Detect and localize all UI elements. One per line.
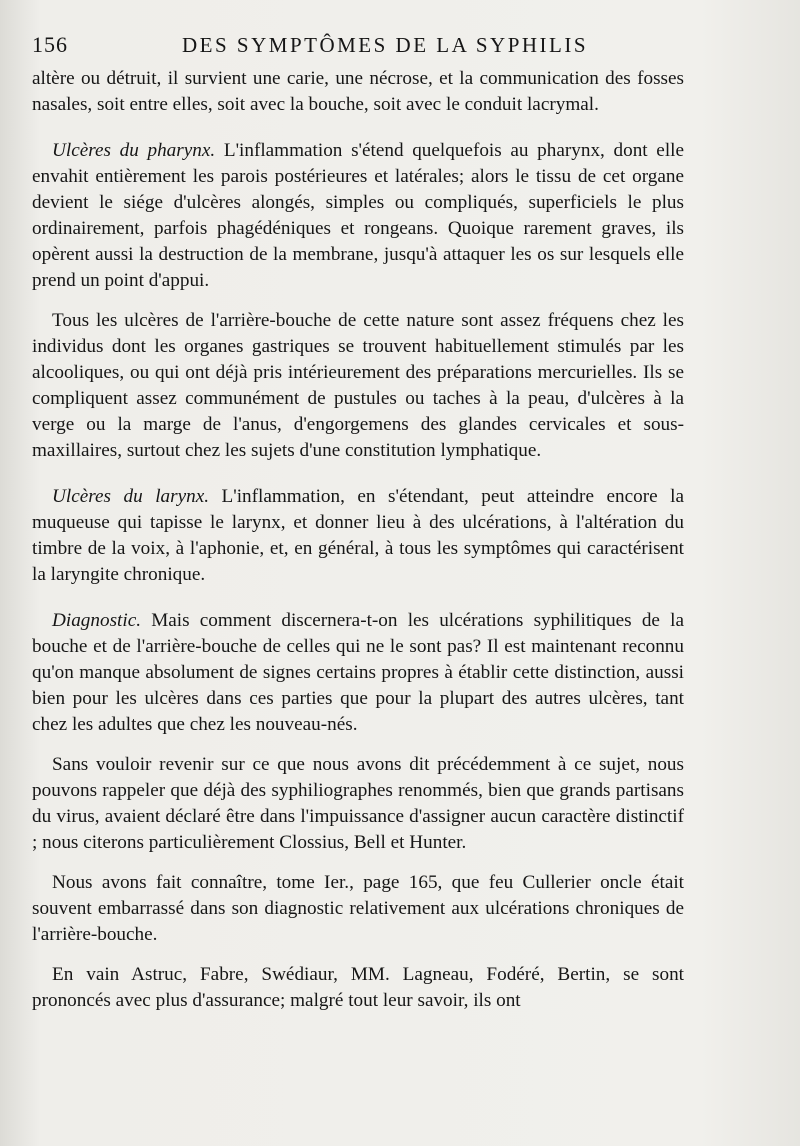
paragraph xyxy=(32,752,684,856)
running-title: DES SYMPTÔMES DE LA SYPHILIS xyxy=(182,33,589,57)
page-number: 156 xyxy=(32,32,68,57)
paragraph-text: L'inflammation s'étend quelquefois au pharynx, dont elle envahit entièrement les parois postérieures et latérales; alors le tissu de cet organe devient le siége d'ulcères alongés, simples ou compliqués, superficiels le plus ordinairement, parfois phagédéniques et rongeans. Quoique rarement graves, ils opèrent aussi la destruction de la membrane, jusqu'à attaquer les os sur lesquels elle prend un point d'appui. xyxy=(32,140,685,291)
page-body xyxy=(32,66,684,1014)
paragraph xyxy=(32,608,684,738)
section-heading: Ulcères du larynx. xyxy=(52,486,210,507)
section-heading: Ulcères du pharynx. xyxy=(52,140,216,161)
paragraph xyxy=(32,962,684,1014)
paragraph xyxy=(32,484,684,588)
paragraph xyxy=(32,66,684,118)
paragraph-text: En vain Astruc, Fabre, Swédiaur, MM. Lagneau, Fodéré, Bertin, se sont prononcés avec plus d'assurance; malgré tout leur savoir, ils ont xyxy=(32,964,684,1011)
paragraph xyxy=(32,138,684,294)
page-header xyxy=(32,32,692,58)
paragraph-text: altère ou détruit, il survient une carie, une nécrose, et la communication des fosses nasales, soit entre elles, soit avec la bouche, soit avec le conduit lacrymal. xyxy=(32,68,684,115)
paragraph xyxy=(32,870,684,948)
paragraph-text: Tous les ulcères de l'arrière-bouche de cette nature sont assez fréquens chez les individus dont les organes gastriques se trouvent habituellement stimulés par les alcooliques, ou qui ont déjà pris intérieurement des préparations mercurielles. Ils se compliquent assez communément de pustules ou taches à la peau, d'ulcères à la verge ou la marge de l'anus, d'engorgemens des glandes cervicales et sous-maxillaires, surtout chez les sujets d'une constitution lymphatique. xyxy=(32,310,684,461)
paragraph-text: Nous avons fait connaître, tome Ier., page 165, que feu Cullerier oncle était souvent embarrassé dans son diagnostic relativement aux ulcérations chroniques de l'arrière-bouche. xyxy=(32,872,684,945)
section-heading: Diagnostic. xyxy=(52,610,142,631)
paragraph-text: Sans vouloir revenir sur ce que nous avons dit précédemment à ce sujet, nous pouvons rappeler que déjà des syphiliographes renommés, bien que grands partisans du virus, avaient déclaré être dans l'impuissance d'assigner aucun caractère distinctif ; nous citerons particulièrement Clossius, Bell et Hunter. xyxy=(32,754,684,853)
paragraph xyxy=(32,308,684,464)
paragraph-text: Mais comment discernera-t-on les ulcérations syphilitiques de la bouche et de l'arrière-bouche de celles qui ne le sont pas? Il est maintenant reconnu qu'on manque absolument de signes certains propres à établir cette distinction, aussi bien pour les ulcères dans ces parties que pour la plupart des autres ulcères, tant chez les adultes que chez les nouveau-nés. xyxy=(32,610,684,735)
paragraph-text: L'inflammation, en s'étendant, peut atteindre encore la muqueuse qui tapisse le larynx, et donner lieu à des ulcérations, à l'altération du timbre de la voix, à l'aphonie, et, en général, à tous les symptômes qui caractérisent la laryngite chronique. xyxy=(32,486,684,585)
